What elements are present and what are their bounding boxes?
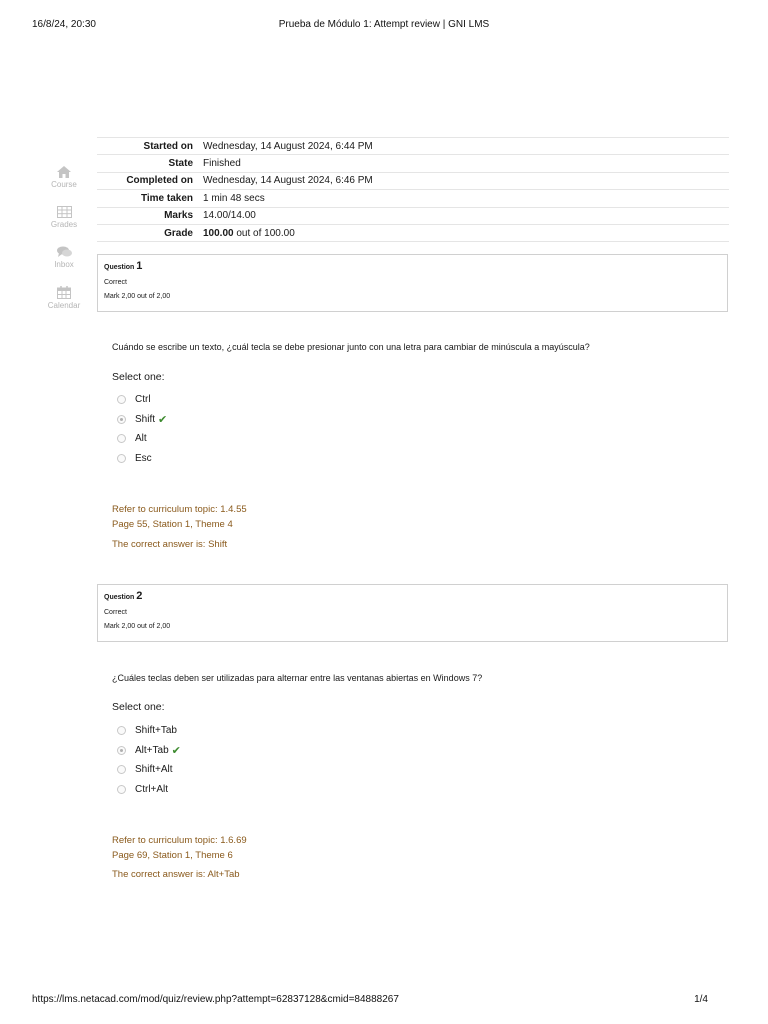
general-feedback bbox=[112, 502, 247, 532]
question-label: Question bbox=[104, 264, 135, 271]
right-answer: The correct answer is: Shift bbox=[112, 539, 228, 550]
answer-option[interactable] bbox=[117, 721, 181, 741]
course-nav bbox=[44, 166, 84, 326]
summary-label: Completed on bbox=[126, 175, 193, 187]
summary-row-grade bbox=[97, 224, 729, 241]
radio-button[interactable] bbox=[117, 785, 126, 794]
summary-value: Finished bbox=[203, 158, 241, 170]
answer-label: Ctrl bbox=[135, 394, 151, 406]
radio-button[interactable] bbox=[117, 434, 126, 443]
feedback-page: Page 55, Station 1, Theme 4 bbox=[112, 519, 233, 530]
answer-label: Shift+Alt bbox=[135, 764, 173, 776]
nav-item-calendar[interactable] bbox=[44, 286, 84, 326]
answer-prompt: Select one: bbox=[112, 701, 165, 713]
summary-value: Wednesday, 14 August 2024, 6:46 PM bbox=[203, 175, 373, 187]
nav-label: Inbox bbox=[54, 260, 74, 269]
summary-row-state bbox=[97, 155, 729, 172]
feedback-topic: Refer to curriculum topic: 1.6.69 bbox=[112, 835, 247, 846]
answer-label: Ctrl+Alt bbox=[135, 783, 169, 795]
nav-label: Course bbox=[51, 180, 77, 189]
radio-button[interactable] bbox=[117, 726, 126, 735]
print-footer bbox=[32, 994, 736, 1008]
calendar-icon bbox=[57, 286, 71, 299]
question-number-value: 1 bbox=[136, 260, 143, 272]
answer-option[interactable] bbox=[117, 449, 167, 469]
right-answer: The correct answer is: Alt+Tab bbox=[112, 869, 240, 880]
question-mark: Mark 2,00 out of 2,00 bbox=[104, 623, 171, 630]
summary-label: State bbox=[168, 158, 193, 170]
page-number: 1/4 bbox=[694, 994, 708, 1005]
nav-item-inbox[interactable] bbox=[44, 246, 84, 286]
summary-value: Wednesday, 14 August 2024, 6:44 PM bbox=[203, 140, 373, 152]
question-state: Correct bbox=[104, 609, 127, 616]
question-info-box bbox=[97, 584, 728, 642]
summary-value: 14.00/14.00 bbox=[203, 210, 256, 222]
summary-label: Time taken bbox=[140, 192, 193, 204]
print-datetime: 16/8/24, 20:30 bbox=[32, 19, 96, 30]
nav-item-course[interactable] bbox=[44, 166, 84, 206]
question-number-value: 2 bbox=[136, 590, 143, 602]
print-page-title: Prueba de Módulo 1: Attempt review | GNI LMS bbox=[278, 19, 490, 30]
summary-label: Marks bbox=[164, 210, 193, 222]
answer-prompt: Select one: bbox=[112, 371, 165, 383]
summary-row-completed bbox=[97, 172, 729, 189]
home-icon bbox=[57, 166, 71, 178]
chat-icon bbox=[57, 246, 72, 258]
radio-button[interactable] bbox=[117, 765, 126, 774]
summary-label: Grade bbox=[164, 227, 193, 239]
answer-option[interactable] bbox=[117, 780, 181, 800]
print-header bbox=[32, 19, 736, 33]
question-label: Question bbox=[104, 594, 135, 601]
question-text: Cuándo se escribe un texto, ¿cuál tecla se debe presionar junto con una letra para cambiar de minúscula a mayúscula? bbox=[112, 342, 590, 352]
radio-button[interactable] bbox=[117, 415, 126, 424]
summary-label: Started on bbox=[143, 140, 193, 152]
checkmark-icon: ✔ bbox=[158, 413, 168, 426]
answer-label: Alt+Tab bbox=[135, 744, 169, 756]
answer-label: Shift bbox=[135, 413, 156, 425]
answer-option[interactable] bbox=[117, 760, 181, 780]
nav-label: Grades bbox=[50, 220, 78, 229]
answer-options bbox=[117, 721, 181, 799]
answer-option[interactable] bbox=[117, 741, 181, 761]
question-mark: Mark 2,00 out of 2,00 bbox=[104, 293, 171, 300]
answer-option[interactable] bbox=[117, 429, 167, 449]
summary-value: 1 min 48 secs bbox=[203, 192, 265, 204]
grade-value: 100.00 bbox=[203, 227, 234, 239]
summary-row-marks bbox=[97, 207, 729, 224]
feedback-page: Page 69, Station 1, Theme 6 bbox=[112, 850, 233, 861]
answer-option[interactable] bbox=[117, 390, 167, 410]
feedback-topic: Refer to curriculum topic: 1.4.55 bbox=[112, 504, 247, 515]
summary-value bbox=[199, 224, 729, 241]
question-info-box bbox=[97, 254, 728, 312]
checkmark-icon: ✔ bbox=[171, 744, 181, 757]
nav-item-grades[interactable] bbox=[44, 206, 84, 246]
answer-options bbox=[117, 390, 167, 468]
answer-label: Alt bbox=[135, 433, 147, 445]
nav-label: Calendar bbox=[47, 301, 81, 310]
attempt-summary-table bbox=[97, 137, 729, 242]
radio-button[interactable] bbox=[117, 746, 126, 755]
radio-button[interactable] bbox=[117, 395, 126, 404]
radio-button[interactable] bbox=[117, 454, 126, 463]
question-state: Correct bbox=[104, 279, 127, 286]
table-icon bbox=[57, 206, 72, 218]
question-text: ¿Cuáles teclas deben ser utilizadas para alternar entre las ventanas abiertas en Windows 7? bbox=[112, 673, 483, 683]
summary-row-time bbox=[97, 190, 729, 207]
question-number bbox=[104, 590, 721, 602]
answer-label: Esc bbox=[135, 452, 152, 464]
summary-row-started bbox=[97, 138, 729, 155]
page-url: https://lms.netacad.com/mod/quiz/review.php?attempt=62837128&cmid=84888267 bbox=[32, 994, 399, 1005]
question-number bbox=[104, 260, 721, 272]
general-feedback bbox=[112, 833, 247, 863]
answer-label: Shift+Tab bbox=[135, 725, 177, 737]
answer-option[interactable] bbox=[117, 410, 167, 430]
grade-out-of: out of 100.00 bbox=[233, 227, 295, 239]
